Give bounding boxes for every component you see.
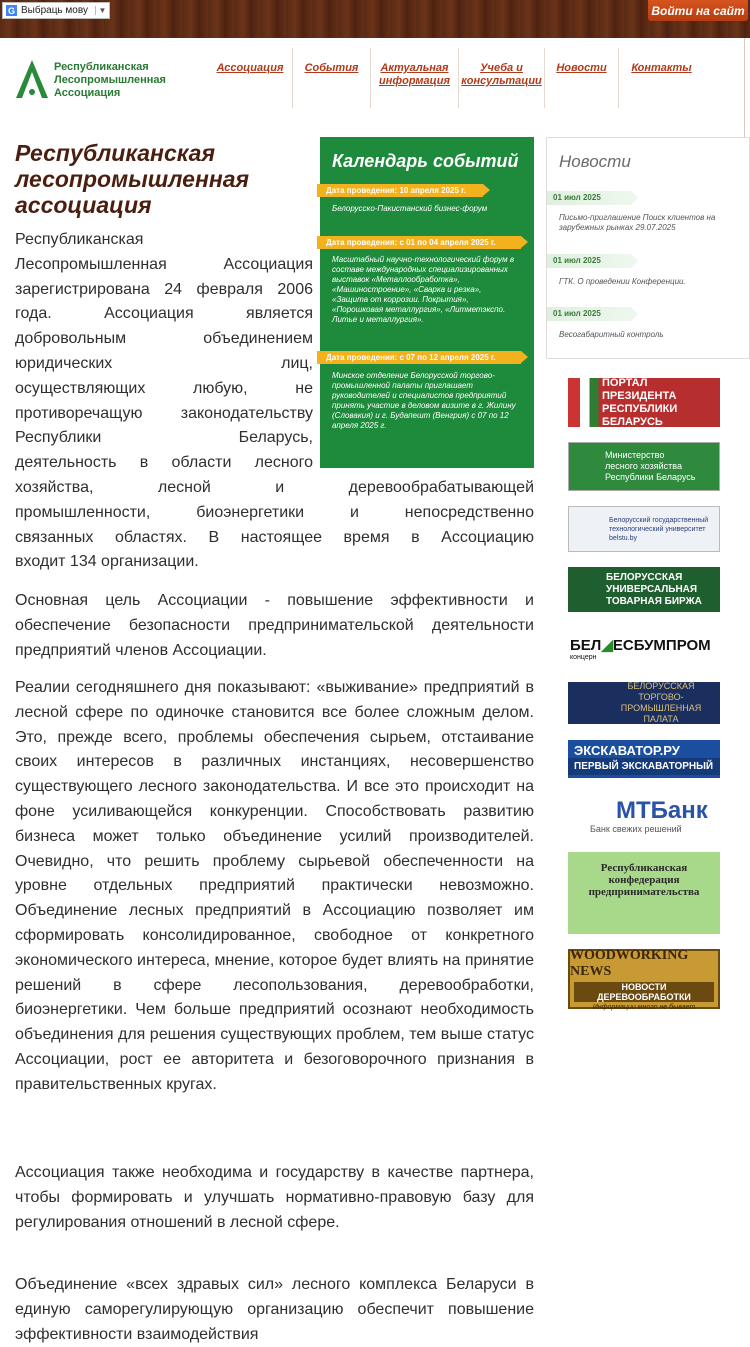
nav-item-association[interactable] xyxy=(208,48,292,108)
nav-item-news[interactable] xyxy=(544,48,618,108)
banner-text: ПЕРВЫЙ ЭКСКАВАТОРНЫЙ xyxy=(568,758,720,775)
banner-text: Белорусский государственный технологический университет belstu.by xyxy=(609,516,709,542)
nav-item-label: Ассоциация xyxy=(216,62,284,74)
logo-line: Ассоциация xyxy=(54,86,121,99)
banner-text: Министерство лесного хозяйства Республики Беларусь xyxy=(605,450,696,482)
google-translate-icon: G xyxy=(7,5,15,16)
page-title: Республиканская лесопромышленная ассоциация xyxy=(15,140,250,218)
logo-tree-icon xyxy=(14,58,50,102)
banner-president-portal[interactable] xyxy=(568,378,720,427)
nav-item-contacts[interactable] xyxy=(618,48,704,108)
banner-text: БЕЛОРУССКАЯ ТОРГОВО-ПРОМЫШЛЕННАЯ ПАЛАТА xyxy=(620,681,702,724)
nav-item-label: Актуальная информация xyxy=(379,62,450,87)
header-divider xyxy=(744,38,745,138)
news-date: 01 июл 2025 xyxy=(547,191,631,205)
news-date: 01 июл 2025 xyxy=(547,254,631,268)
banner-text: WOODWORKING NEWS xyxy=(570,947,689,979)
news-link[interactable]: Весогабаритный контроль xyxy=(559,330,664,339)
state-partner-paragraph: Ассоциация также необходима и государству в качестве партнера, чтобы формировать и улучшать нормативно-правовую базу для регулирования отношений в лесной сфере. xyxy=(15,1164,534,1231)
banner-woodworking-news[interactable] xyxy=(568,949,720,1009)
goal-paragraph: Основная цель Ассоциации - повышение эффективности и обеспечение безопасности предпринимательской деятельности предприятий членов Ассоциации. xyxy=(15,592,534,659)
reality-paragraph: Реалии сегодняшнего дня показывают: «выживание» предприятий в лесной сфере по одиночке становится все более сложным делом. Это, прежде всего, проблемы обеспечения сырьем, отстаивание своих интересов в различных инстанциях, несовершенство существующего лесного законодательства. И все это происходит на фоне усиливающейся конкуренции. Способствовать развитию бизнеса может только объединение усилий производителей. Очевидно, что решить проблему сырьевой обеспеченности на уровне отдельных предприятий практически невозможно. Объединение лесных предприятий в Ассоциацию позволяет им сформировать консолидированное, свободное от конкретного экономического интереса, мнение, которое будет влиять на принятие решений в сфере лесопользования, деревообработки, биоэнергетики. Чем больше предприятий осознают необходимость объединения для решения существующих проблем, тем выше статус Ассоциации, рост ее авторитета и безоговорочного признания в правительственных кругах. xyxy=(15,679,534,1093)
banner-forestry-ministry[interactable] xyxy=(568,442,720,491)
banner-text: БЕЛОРУССКАЯ УНИВЕРСАЛЬНАЯ ТОВАРНАЯ БИРЖА xyxy=(606,571,702,607)
banner-text: БЕЛ◢ЕСБУМПРОМ концерн xyxy=(570,636,711,661)
language-selector-label: Выбраць мову xyxy=(21,5,88,16)
banner-text: Банк свежих решений xyxy=(590,824,682,834)
nav-item-label: Контакты xyxy=(631,62,692,74)
login-button[interactable]: Войти на сайт xyxy=(648,0,748,21)
news-link[interactable]: Письмо-приглашение Поиск клиентов на зарубежных рынках 29.07.2025 xyxy=(559,213,716,232)
event-date: Дата проведения: с 07 по 12 апреля 2025 г. xyxy=(317,351,521,364)
intro-paragraph: Республиканская Лесопромышленная Ассоциация зарегистрирована 24 февраля 2006 года. Ассоциация является добровольным объединением юридических лиц, осуществляющих любую, не противоречащую законодательству Республики Беларусь, деятельность в области лесного хозяйства, лесной и деревообрабатывающей промышленности, биоэнергетики и непосредственно связанных областях. В настоящее время в Ассоциацию входит 134 организации. xyxy=(15,231,534,571)
nav-item-actual-info[interactable] xyxy=(370,48,458,108)
event-date: Дата проведения: с 01 по 04 апреля 2025 г. xyxy=(317,236,521,249)
events-calendar xyxy=(320,137,534,468)
site-header xyxy=(0,38,750,122)
nav-item-label: События xyxy=(304,62,359,74)
banner-commodity-exchange[interactable] xyxy=(568,567,720,612)
banner-mtbank[interactable] xyxy=(568,793,720,839)
event-link[interactable]: Минское отделение Белорусской торгово-промышленной палаты приглашает руководителей и специалистов предприятий принять участие в деловом визите в г. Жилину (Словакия) и г. Будапешт (Венгрия) с 07 по 12 апреля 2025 г. xyxy=(332,371,516,430)
event-date: Дата проведения: 10 апреля 2025 г. xyxy=(317,184,483,197)
banner-text: МТБанк xyxy=(616,797,708,824)
event-link[interactable]: Масштабный научно-технологический форум в составе международных специализированных выставок «Металлообработка», «Машиностроение», «Сварка и резка», «Защита от коррозии. Покрытия», «Порошковая металлургия», «Литметэкспо. Литье и металлургия». xyxy=(332,255,515,324)
nav-item-label: Новости xyxy=(556,62,607,74)
news-title: Новости xyxy=(559,152,631,171)
logo-line: Лесопромышленная xyxy=(54,73,166,86)
news-panel xyxy=(546,137,750,359)
banner-text: Республиканская конфедерация предпринимательства xyxy=(588,862,700,898)
banner-text: ПОРТАЛ ПРЕЗИДЕНТА РЕСПУБЛИКИ БЕЛАРУСЬ xyxy=(602,376,678,428)
banner-bellesbumprom[interactable] xyxy=(568,628,720,668)
banner-belstu[interactable] xyxy=(568,506,720,552)
logo-line: Республиканская xyxy=(54,60,149,73)
nav-item-events[interactable] xyxy=(292,48,370,108)
banner-text: Информации много не бывает xyxy=(592,1003,696,1011)
chevron-down-icon[interactable]: ▼ xyxy=(95,6,109,15)
nav-item-label: Учеба и консультации xyxy=(461,62,542,87)
event-link[interactable]: Белорусско-Пакистанский бизнес-форум xyxy=(332,204,488,213)
calendar-title: Календарь событий xyxy=(332,151,519,171)
banner-text: ЭКСКАВАТОР.РУ xyxy=(568,740,720,758)
nav-item-education[interactable] xyxy=(458,48,544,108)
top-bar xyxy=(0,0,750,38)
logo-text xyxy=(54,61,166,100)
site-logo[interactable] xyxy=(14,56,184,104)
banner-business-confederation[interactable] xyxy=(568,852,720,934)
news-date: 01 июл 2025 xyxy=(547,307,631,321)
banner-text: НОВОСТИ ДЕРЕВООБРАБОТКИ xyxy=(574,982,714,1002)
language-selector[interactable] xyxy=(2,2,110,19)
banner-excavator[interactable] xyxy=(568,740,720,778)
banner-chamber-of-commerce[interactable] xyxy=(568,682,720,724)
news-link[interactable]: ГТК. О проведении Конференции. xyxy=(559,277,686,286)
union-paragraph: Объединение «всех здравых сил» лесного комплекса Беларуси в единую саморегулирующую организацию обеспечит повышение эффективности взаимодействия xyxy=(15,1276,534,1343)
main-nav xyxy=(208,48,704,108)
